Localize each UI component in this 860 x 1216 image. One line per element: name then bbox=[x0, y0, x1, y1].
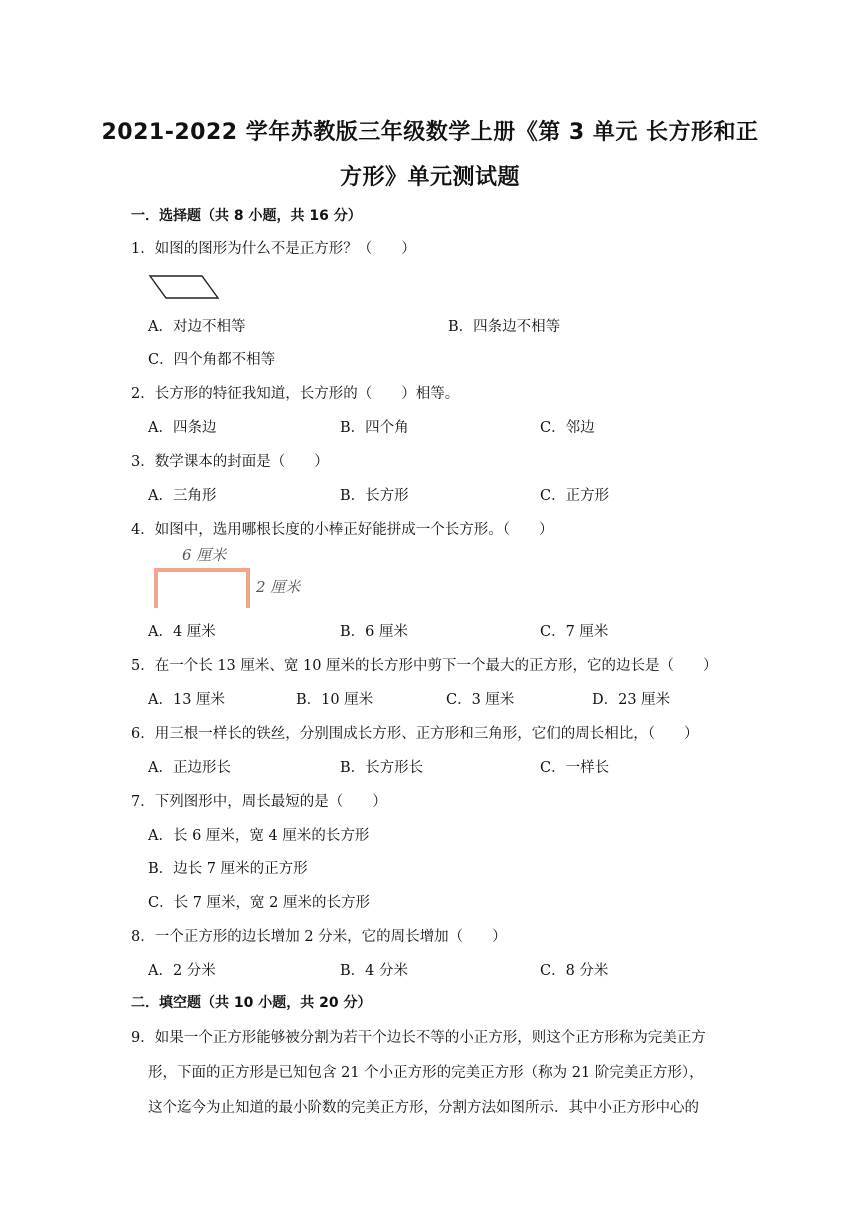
question-4-option-a: A．4 厘米 bbox=[148, 624, 216, 640]
question-1-option-b: B．四条边不相等 bbox=[448, 319, 561, 335]
question-8-option-c: C．8 分米 bbox=[540, 963, 609, 979]
question-3-option-a: A．三角形 bbox=[148, 488, 217, 504]
question-2-option-a: A．四条边 bbox=[148, 420, 217, 436]
question-7-text: 7．下列图形中，周长最短的是（ ） bbox=[131, 794, 387, 810]
stick-length-side-label: 2 厘米 bbox=[256, 578, 301, 596]
question-4-text: 4．如图中，选用哪根长度的小棒正好能拼成一个长方形。（ ） bbox=[131, 522, 554, 538]
question-9-line-3: 这个迄今为止知道的最小阶数的完美正方形，分割方法如图所示．其中小正方形中心的 bbox=[148, 1100, 699, 1116]
question-2-option-b: B．四个角 bbox=[340, 420, 409, 436]
question-4-option-b: B．6 厘米 bbox=[340, 624, 408, 640]
page-title-line1: 2021-2022 学年苏教版三年级数学上册《第 3 单元 长方形和正 bbox=[101, 120, 759, 145]
question-1-option-a: A．对边不相等 bbox=[148, 319, 246, 335]
question-6-text: 6．用三根一样长的铁丝，分别围成长方形、正方形和三角形，它们的周长相比，（ ） bbox=[131, 726, 699, 742]
stick-right bbox=[246, 568, 250, 608]
question-2-option-c: C．邻边 bbox=[540, 420, 595, 436]
question-3-text: 3．数学课本的封面是（ ） bbox=[131, 454, 329, 470]
question-3-option-b: B．长方形 bbox=[340, 488, 409, 504]
question-8-text: 8．一个正方形的边长增加 2 分米，它的周长增加（ ） bbox=[131, 929, 507, 945]
section-heading-fill-in: 二．填空题（共 10 小题，共 20 分） bbox=[131, 995, 372, 1011]
parallelogram-figure bbox=[148, 272, 220, 302]
question-5-option-c: C．3 厘米 bbox=[446, 692, 515, 708]
question-7-option-b: B．边长 7 厘米的正方形 bbox=[148, 861, 308, 877]
question-9-line-2: 形，下面的正方形是已知包含 21 个小正方形的完美正方形（称为 21 阶完美正方形）， bbox=[148, 1065, 704, 1081]
question-1-text: 1．如图的图形为什么不是正方形？（ ） bbox=[131, 241, 416, 257]
question-3-option-c: C．正方形 bbox=[540, 488, 610, 504]
question-5-text: 5．在一个长 13 厘米、宽 10 厘米的长方形中剪下一个最大的正方形，它的边长是（ ） bbox=[131, 658, 718, 674]
question-4-option-c: C．7 厘米 bbox=[540, 624, 609, 640]
stick-top bbox=[154, 568, 250, 572]
question-6-option-c: C．一样长 bbox=[540, 760, 610, 776]
question-7-option-a: A．长 6 厘米，宽 4 厘米的长方形 bbox=[148, 828, 370, 844]
question-8-option-a: A．2 分米 bbox=[148, 963, 216, 979]
question-5-option-d: D．23 厘米 bbox=[592, 692, 671, 708]
question-5-option-a: A．13 厘米 bbox=[148, 692, 226, 708]
question-8-option-b: B．4 分米 bbox=[340, 963, 408, 979]
sticks-figure bbox=[148, 544, 313, 610]
question-7-option-c: C．长 7 厘米，宽 2 厘米的长方形 bbox=[148, 895, 370, 911]
question-1-option-c: C．四个角都不相等 bbox=[148, 352, 276, 368]
question-2-text: 2．长方形的特征我知道，长方形的（ ）相等。 bbox=[131, 386, 460, 402]
question-6-option-b: B．长方形长 bbox=[340, 760, 424, 776]
question-9-line-1: 9．如果一个正方形能够被分割为若干个边长不等的小正方形，则这个正方形称为完美正方 bbox=[131, 1030, 706, 1046]
question-6-option-a: A．正边形长 bbox=[148, 760, 231, 776]
question-5-option-b: B．10 厘米 bbox=[296, 692, 374, 708]
section-heading-choice: 一．选择题（共 8 小题，共 16 分） bbox=[131, 208, 362, 224]
stick-length-top-label: 6 厘米 bbox=[182, 546, 227, 564]
stick-left bbox=[154, 568, 158, 608]
page-title-line2: 方形》单元测试题 bbox=[339, 165, 520, 190]
